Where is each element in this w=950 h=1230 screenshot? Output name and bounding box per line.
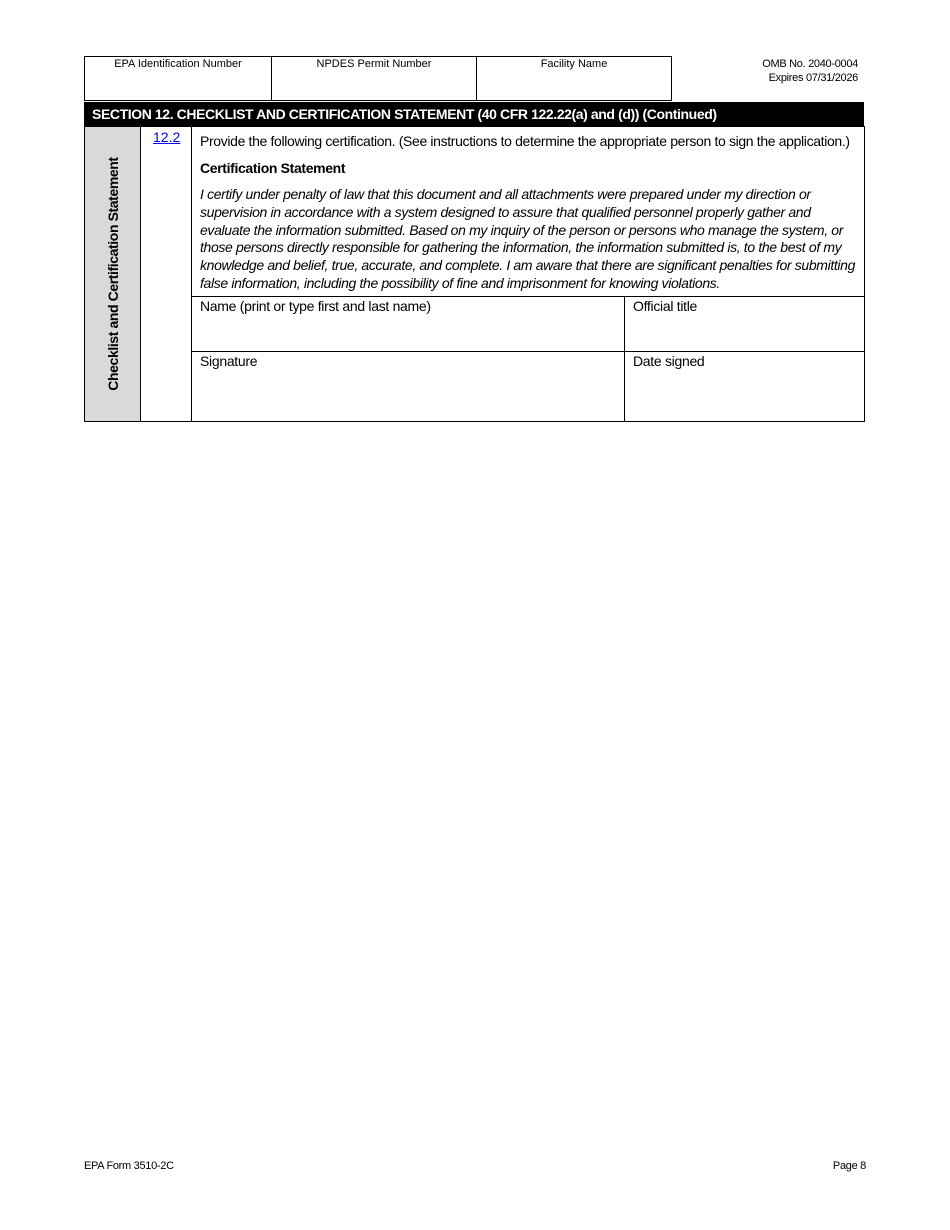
certification-section	[84, 126, 865, 422]
signature-field[interactable]	[200, 353, 620, 419]
omb-expires: Expires 07/31/2026	[768, 72, 858, 84]
side-label-column	[85, 127, 141, 421]
item-number-link[interactable]: 12.2	[153, 129, 181, 145]
date-signed-field[interactable]	[633, 353, 861, 419]
date-signed-label: Date signed	[633, 353, 705, 369]
certification-statement: I certify under penalty of law that this document and all attachments were prepared under my direction or supervision in accordance with a system designed to assure that qualified personnel properly gather and evaluate the information submitted. Based on my inquiry of the person or persons who manage the system, or those persons directly responsible for gathering the information, the information submitted is, to the best of my knowledge and belief, true, accurate, and complete. I am aware that there are significant penalties for submitting false information, including the possibility of fine and imprisonment for knowing violations.	[200, 186, 856, 291]
page-number: Page 8	[832, 1160, 866, 1172]
item-number-column	[141, 127, 192, 421]
certification-prompt: Provide the following certification. (See instructions to determine the appropriate person to sign the application.)	[200, 133, 850, 149]
field-divider-line	[624, 296, 625, 421]
npdes-permit-label: NPDES Permit Number	[316, 58, 432, 70]
facility-name-field[interactable]	[477, 57, 672, 101]
epa-id-field[interactable]	[85, 57, 272, 101]
side-label: Checklist and Certification Statement	[105, 157, 121, 391]
omb-info	[762, 57, 858, 85]
official-title-label: Official title	[633, 298, 698, 314]
certification-title: Certification Statement	[200, 160, 346, 176]
certification-content	[192, 127, 864, 421]
omb-number: OMB No. 2040-0004	[762, 58, 858, 70]
name-field-label: Name (print or type first and last name)	[200, 298, 431, 314]
form-name: EPA Form 3510-2C	[84, 1160, 174, 1172]
npdes-permit-field[interactable]	[272, 57, 477, 101]
divider-line	[192, 296, 864, 297]
facility-name-label: Facility Name	[540, 58, 608, 70]
divider-line	[192, 351, 864, 352]
header-id-table	[84, 56, 672, 101]
name-field[interactable]	[200, 298, 620, 350]
signature-label: Signature	[200, 353, 258, 369]
section-title: SECTION 12. CHECKLIST AND CERTIFICATION STATEMENT (40 CFR 122.22(a) and (d)) (Continued)	[84, 102, 864, 126]
epa-id-label: EPA Identification Number	[114, 58, 242, 70]
official-title-field[interactable]	[633, 298, 861, 350]
